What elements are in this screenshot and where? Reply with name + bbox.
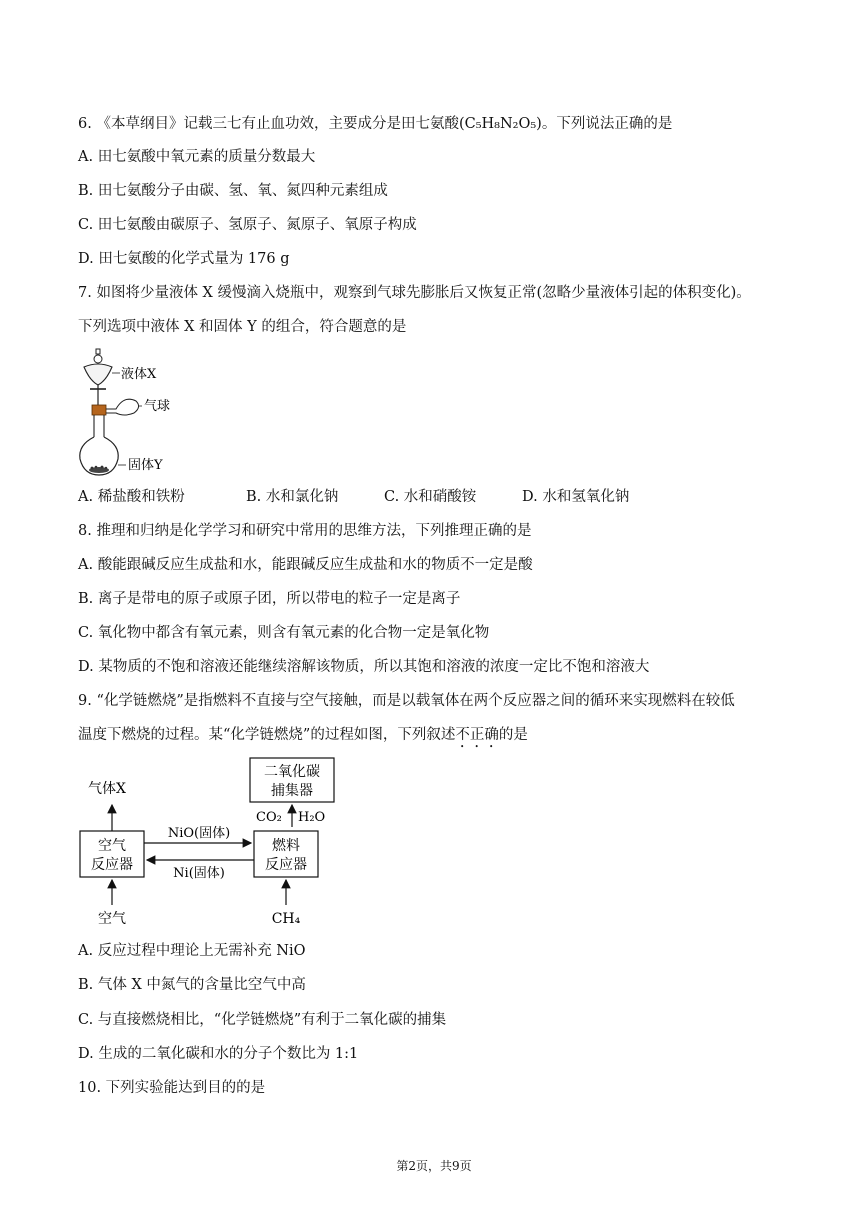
fuel-reactor-line1: 燃料	[272, 838, 300, 854]
q7-option-b: B. 水和氯化钠	[246, 489, 339, 505]
q9-stem-line1: 9. “化学链燃烧”是指燃料不直接与空气接触，而是以载氧体在两个反应器之间的循环来实现燃料在较低	[78, 693, 735, 709]
q6-stem: 6. 《本草纲目》记载三七有止血功效，主要成分是田七氨酸(C₅H₈N₂O₅)。下列说法正确的是	[78, 116, 673, 132]
chemical-looping-diagram	[76, 755, 346, 933]
q8-option-d: D. 某物质的不饱和溶液还能继续溶解该物质，所以其饱和溶液的浓度一定比不饱和溶液大	[78, 659, 650, 675]
q9-option-b: B. 气体 X 中氮气的含量比空气中高	[78, 977, 306, 993]
label-ch4-input: CH₄	[271, 911, 301, 927]
q7-option-d: D. 水和氢氧化钠	[522, 489, 630, 505]
q8-option-b: B. 离子是带电的原子或原子团，所以带电的粒子一定是离子	[78, 591, 461, 607]
q6-option-a: A. 田七氨酸中氧元素的质量分数最大	[78, 149, 316, 165]
page-footer: 第2页，共9页	[396, 1159, 472, 1173]
q9-stem-line2-post: 的是	[498, 727, 528, 743]
q9-option-d: D. 生成的二氧化碳和水的分子个数比为 1:1	[78, 1046, 359, 1062]
capture-line2: 捕集器	[271, 783, 313, 799]
q9-option-c: C. 与直接燃烧相比，“化学链燃烧”有利于二氧化碳的捕集	[78, 1012, 447, 1028]
air-reactor-line1: 空气	[98, 838, 126, 854]
q8-option-a: A. 酸能跟碱反应生成盐和水，能跟碱反应生成盐和水的物质不一定是酸	[78, 557, 533, 573]
q9-stem-line2	[78, 725, 528, 751]
q7-stem-line1: 7. 如图将少量液体 X 缓慢滴入烧瓶中，观察到气球先膨胀后又恢复正常(忽略少量液体引起的体积变化)。	[78, 285, 751, 301]
label-liquid-x: 液体X	[121, 367, 157, 382]
fuel-reactor-line2: 反应器	[265, 857, 307, 873]
q6-option-d: D. 田七氨酸的化学式量为 176 g	[78, 251, 290, 267]
flask-apparatus-figure	[76, 345, 206, 480]
q6-option-b: B. 田七氨酸分子由碳、氢、氧、氮四种元素组成	[78, 183, 388, 199]
label-gas-x: 气体X	[88, 781, 126, 797]
q9-emphasis-not-correct: 不正确	[455, 727, 499, 743]
q10-stem: 10. 下列实验能达到目的的是	[78, 1080, 266, 1096]
q9-option-a: A. 反应过程中理论上无需补充 NiO	[78, 943, 306, 959]
label-h2o: H₂O	[298, 810, 326, 825]
q8-stem: 8. 推理和归纳是化学学习和研究中常用的思维方法，下列推理正确的是	[78, 523, 532, 539]
q7-stem-line2: 下列选项中液体 X 和固体 Y 的组合，符合题意的是	[78, 319, 407, 335]
air-reactor-line2: 反应器	[91, 857, 133, 873]
label-air-input: 空气	[98, 911, 126, 927]
q7-option-a: A. 稀盐酸和铁粉	[78, 489, 185, 505]
label-balloon: 气球	[144, 399, 171, 414]
label-co2: CO₂	[256, 810, 282, 825]
q7-option-c: C. 水和硝酸铵	[384, 489, 477, 505]
label-nio: NiO(固体)	[167, 826, 231, 841]
label-solid-y: 固体Y	[128, 458, 163, 473]
q9-stem-line2-pre: 温度下燃烧的过程。某“化学链燃烧”的过程如图，下列叙述	[78, 727, 456, 743]
capture-line1: 二氧化碳	[264, 764, 320, 780]
q8-option-c: C. 氧化物中都含有氧元素，则含有氧元素的化合物一定是氧化物	[78, 625, 490, 641]
label-ni: Ni(固体)	[173, 866, 225, 881]
q6-option-c: C. 田七氨酸由碳原子、氢原子、氮原子、氧原子构成	[78, 217, 417, 233]
